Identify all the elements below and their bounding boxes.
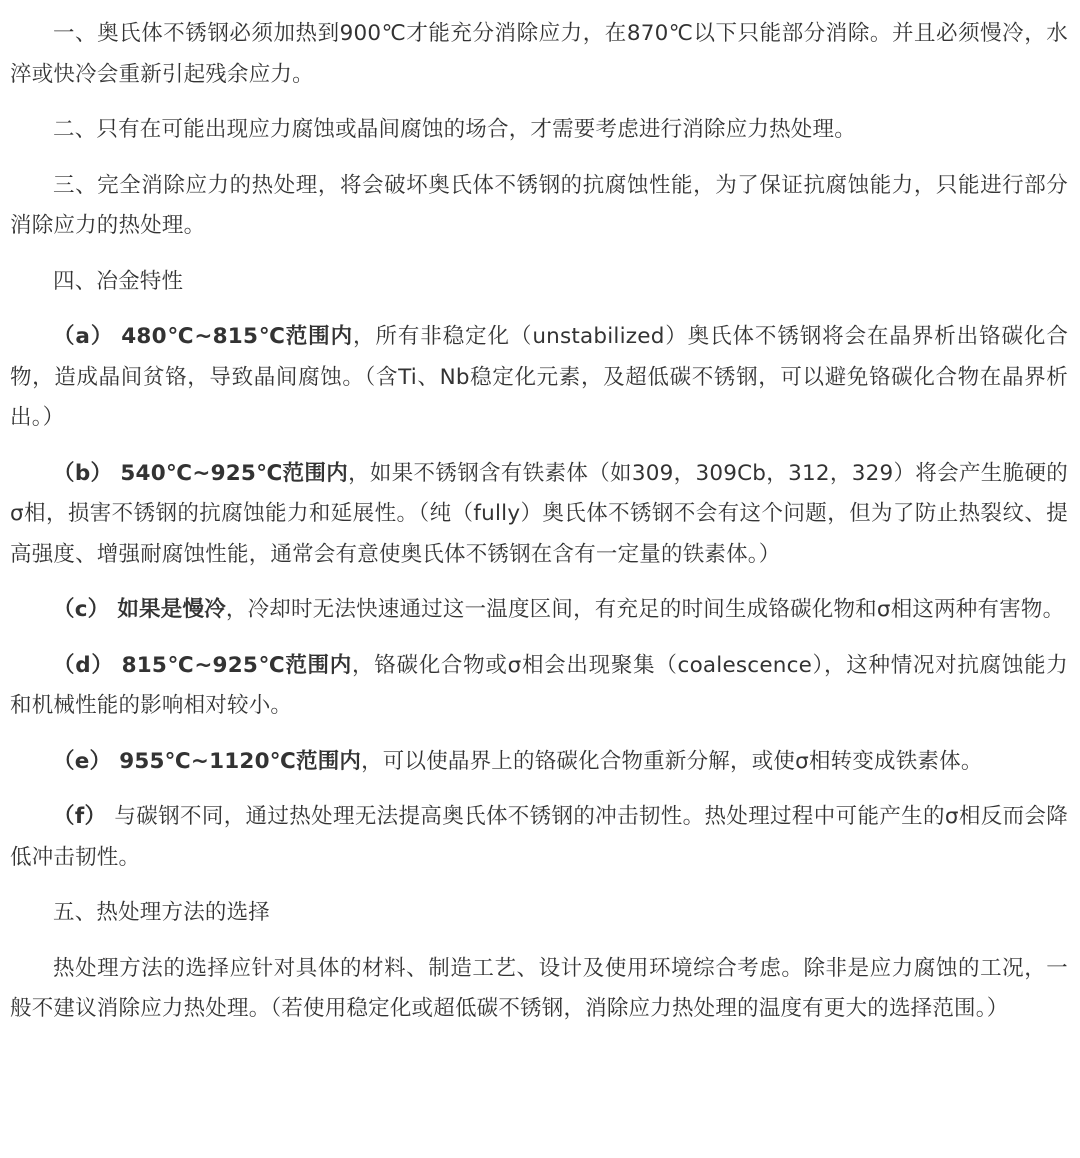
paragraph-text: 一、奥氏体不锈钢必须加热到900℃才能充分消除应力，在870℃以下只能部分消除。并且必须慢冷，水淬或快冷会重新引起残余应力。 [10,21,1068,87]
item-b [10,454,1068,576]
item-label: （a） [53,324,114,349]
item-d [10,646,1068,727]
heading-text: 五、热处理方法的选择 [53,900,271,925]
item-label: （b） [53,460,113,486]
item-label: （f） [53,804,107,829]
heading-text: 四、冶金特性 [53,268,184,294]
paragraph-method-selection [10,949,1068,1030]
paragraph-partial-stress-relief [10,166,1068,247]
item-range: 815℃~925℃范围内 [121,652,353,678]
section-heading-method-selection [10,893,1068,934]
item-text: ，所有非稳定化（unstabilized）奥氏体不锈钢将会在晶界析出铬碳化合物，造成晶间贫铬，导致晶间腐蚀。（含Ti、Nb稳定化元素，及超低碳不锈钢，可以避免铬碳化合物在晶界析出。） [10,324,1069,430]
item-text: ，冷却时无法快速通过这一温度区间，有充足的时间生成铬碳化物和σ相这两种有害物。 [225,597,1065,622]
item-text: ，铬碳化合物或σ相会出现聚集（coalescence），这种情况对抗腐蚀能力和机械性能的影响相对较小。 [10,652,1068,718]
paragraph-text: 三、完全消除应力的热处理，将会破坏奥氏体不锈钢的抗腐蚀性能，为了保证抗腐蚀能力，只能进行部分消除应力的热处理。 [10,172,1068,238]
item-text: ，如果不锈钢含有铁素体（如309，309Cb，312，329）将会产生脆硬的σ相，损害不锈钢的抗腐蚀能力和延展性。（纯（fully）奥氏体不锈钢不会有这个问题，但为了防止热裂纹、提高强度、增强耐腐蚀性能，通常会有意使奥氏体不锈钢在含有一定量的铁素体。） [10,460,1068,567]
paragraph-text: 二、只有在可能出现应力腐蚀或晶间腐蚀的场合，才需要考虑进行消除应力热处理。 [53,117,856,142]
item-label: （d） [53,652,114,678]
item-range: 955℃~1120℃范围内 [119,748,362,774]
paragraph-text: 热处理方法的选择应针对具体的材料、制造工艺、设计及使用环境综合考虑。除非是应力腐蚀的工况，一般不建议消除应力热处理。（若使用稳定化或超低碳不锈钢，消除应力热处理的温度有更大的选择范围。） [10,955,1068,1021]
item-range: 480℃~815℃范围内 [121,324,354,349]
item-e [10,742,1068,783]
item-a [10,317,1068,439]
item-range: 如果是慢冷 [117,597,226,622]
item-text: 与碳钢不同，通过热处理无法提高奥氏体不锈钢的冲击韧性。热处理过程中可能产生的σ相反而会降低冲击韧性。 [10,804,1068,870]
item-f [10,797,1068,878]
item-c [10,590,1068,631]
item-range: 540℃~925℃范围内 [120,460,349,486]
paragraph-stress-relief-temperature [10,14,1068,95]
item-text: ，可以使晶界上的铬碳化合物重新分解，或使σ相转变成铁素体。 [361,748,983,774]
item-label: （c） [53,597,110,622]
item-label: （e） [53,748,112,774]
paragraph-stress-relief-conditions [10,110,1068,151]
section-heading-metallurgy [10,262,1068,303]
